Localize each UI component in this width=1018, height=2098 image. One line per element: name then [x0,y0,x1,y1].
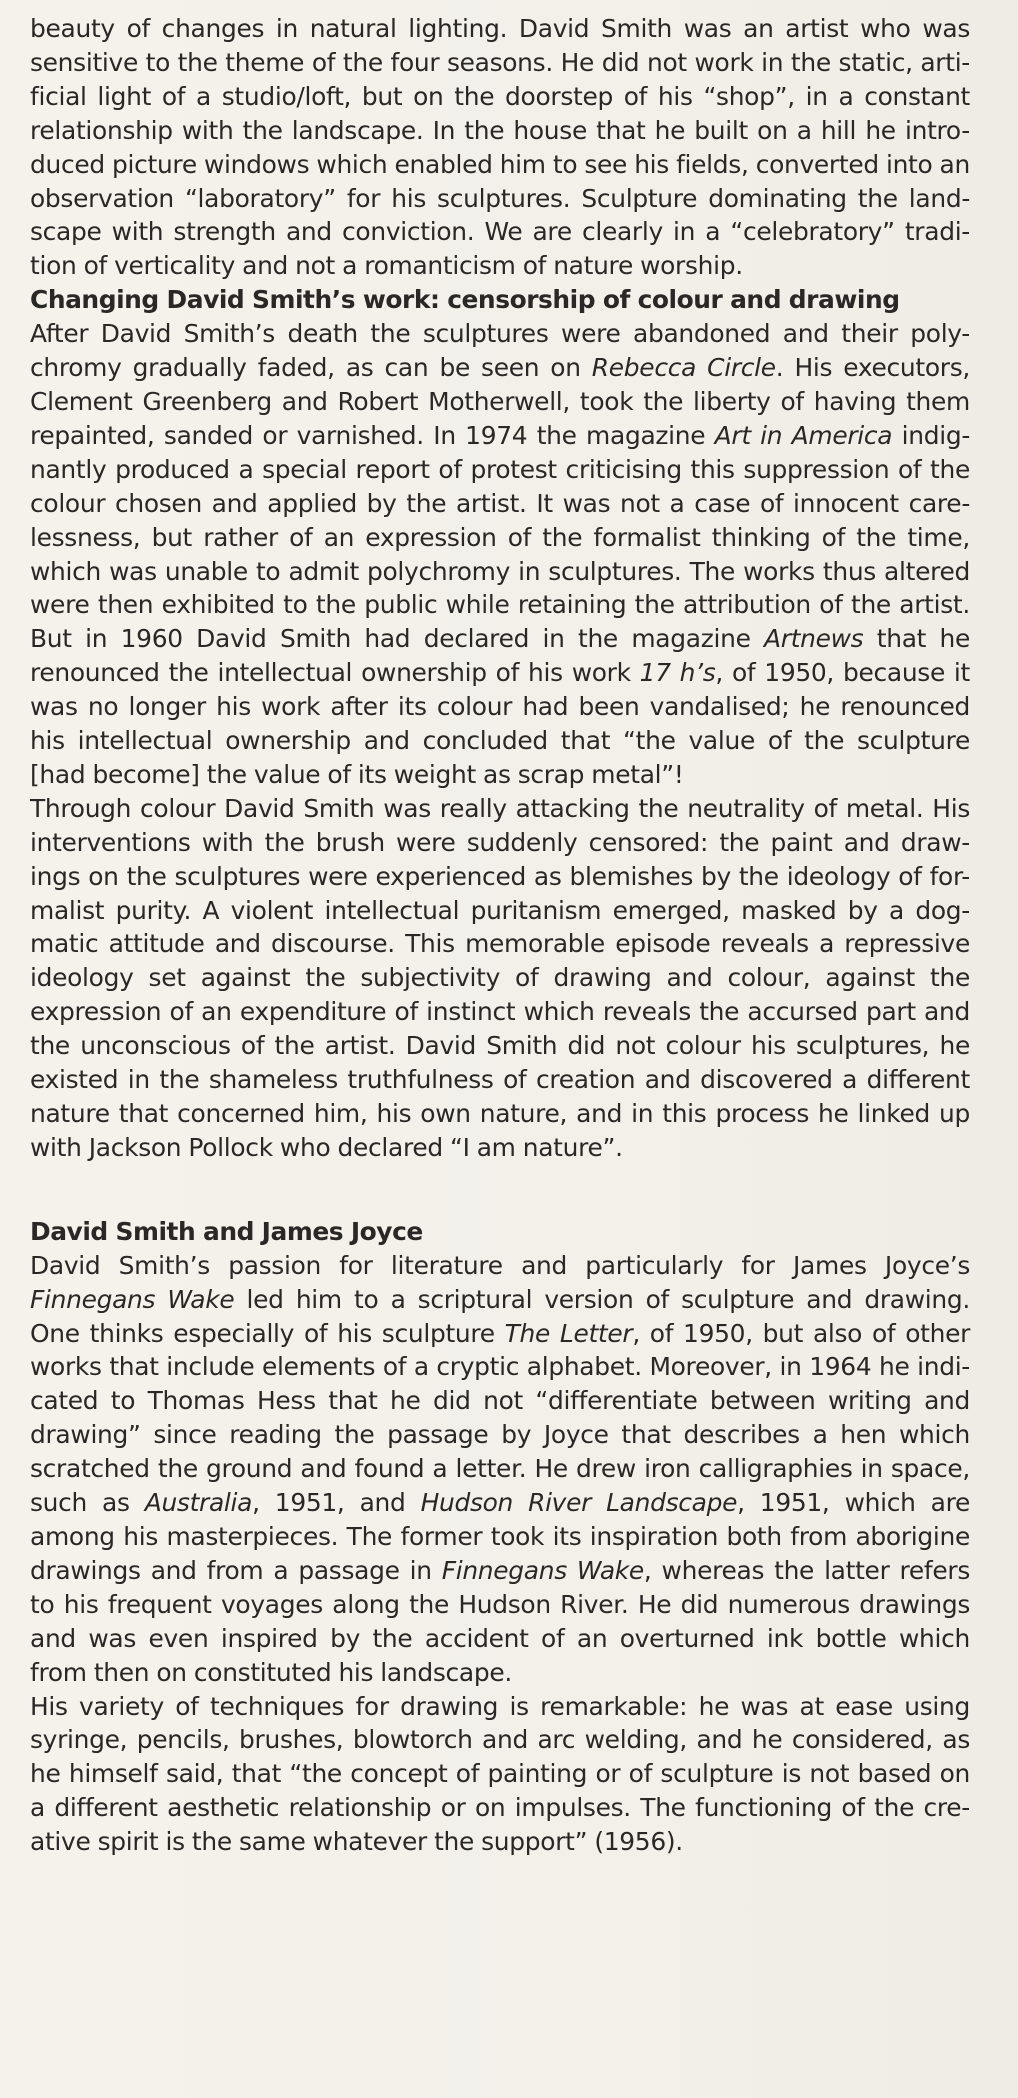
text-line: such as Australia, 1951, and Hudson River Landscape, 1951, which are [30,1488,970,1518]
text-line: among his masterpieces. The former took its inspiration both from aborigine [30,1521,970,1551]
work-title: 17 h’s [639,658,716,688]
text-line: malist purity. A violent intellectual puritanism emerged, masked by a dog- [30,895,970,925]
text-line: ative spirit is the same whatever the support” (1956). [30,1827,683,1857]
text-column [30,12,970,1859]
text-line: existed in the shameless truthfulness of creation and discovered a different [30,1065,970,1095]
text-line: a different aesthetic relationship or on impulses. The functioning of the cre- [30,1793,970,1823]
text-line: was no longer his work after its colour had been vandalised; he renounced [30,692,970,722]
text-line: colour chosen and applied by the artist. It was not a case of innocent care- [30,488,970,518]
work-title: The Letter [504,1318,633,1348]
book-title: Finnegans Wake [441,1555,644,1585]
text-line: scratched the ground and found a letter. He drew iron calligraphies in space, [30,1454,970,1484]
text-line: the unconscious of the artist. David Smith did not colour his sculptures, he [30,1031,970,1061]
text-line: drawings and from a passage in Finnegans Wake, whereas the latter refers [30,1555,970,1585]
text-line: beauty of changes in natural lighting. David Smith was an artist who was [30,14,970,43]
section-heading-joyce: David Smith and James Joyce [30,1216,423,1246]
text-line: repainted, sanded or varnished. In 1974 the magazine Art in America indig- [30,420,971,450]
text-line: ideology set against the subjectivity of drawing and colour, against the [30,963,970,993]
text-line: cated to Thomas Hess that he did not “differentiate between writing and [30,1386,970,1416]
text-line: relationship with the landscape. In the house that he built on a hill he intro- [30,115,970,145]
text-line: lessness, but rather of an expression of the formalist thinking of the time, [30,522,970,552]
section-heading-censorship: Changing David Smith’s work: censorship of colour and drawing [30,285,900,315]
text-line: observation “laboratory” for his sculptures. Sculpture dominating the land- [30,183,970,213]
text-line: chromy gradually faded, as can be seen on Rebecca Circle. His executors, [30,353,970,383]
text-line: Clement Greenberg and Robert Motherwell, took the liberty of having them [30,386,970,416]
intro-paragraph [30,12,970,283]
text-line: tion of verticality and not a romanticism of nature worship. [30,251,743,281]
text-line: matic attitude and discourse. This memorable episode reveals a repressive [30,929,970,959]
text-line: His variety of techniques for drawing is remarkable: he was at ease using [30,1691,970,1721]
text-line: After David Smith’s death the sculptures were abandoned and their poly- [30,319,970,349]
text-line: expression of an expenditure of instinct which reveals the accursed part and [30,997,970,1027]
text-line: with Jackson Pollock who declared “I am nature”. [30,1132,623,1162]
magazine-title: Art in America [714,420,893,450]
work-title: Hudson River Landscape [420,1488,738,1518]
text-line: sensitive to the theme of the four seasons. He did not work in the static, arti- [30,47,970,77]
joyce-paragraph-2 [30,1690,970,1860]
text-line: and was even inspired by the accident of an overturned ink bottle which [30,1623,970,1653]
text-line: David Smith’s passion for literature and particularly for James Joyce’s [30,1250,970,1280]
text-line: which was unable to admit polychromy in sculptures. The works thus altered [30,556,970,586]
text-line: interventions with the brush were suddenly censored: the paint and draw- [30,827,970,857]
magazine-title: Artnews [764,624,864,654]
text-line: scape with strength and conviction. We are clearly in a “celebratory” tradi- [30,217,970,247]
text-line: But in 1960 David Smith had declared in the magazine Artnews that he [30,624,971,654]
censorship-paragraph-1 [30,317,970,792]
text-line: to his frequent voyages along the Hudson River. He did numerous drawings [30,1589,970,1619]
text-line: works that include elements of a cryptic alphabet. Moreover, in 1964 he indi- [30,1352,970,1382]
text-line: One thinks especially of his sculpture The Letter, of 1950, but also of other [30,1318,971,1348]
text-line: Finnegans Wake led him to a scriptural version of sculpture and drawing. [30,1284,970,1314]
text-line: syringe, pencils, brushes, blowtorch and arc welding, and he considered, as [30,1725,970,1755]
text-line: from then on constituted his landscape. [30,1657,512,1687]
work-title: Rebecca Circle [591,353,776,383]
text-line: ficial light of a studio/loft, but on the doorstep of his “shop”, in a constant [30,81,970,111]
text-line: nature that concerned him, his own nature, and in this process he linked up [30,1099,970,1128]
section-spacer [30,1165,970,1215]
text-line: he himself said, that “the concept of painting or of sculpture is not based on [30,1759,970,1789]
text-line: his intellectual ownership and concluded that “the value of the sculpture [30,726,970,756]
text-line: renounced the intellectual ownership of his work 17 h’s, of 1950, because it [30,658,970,688]
work-title: Australia [144,1488,253,1518]
text-line: Through colour David Smith was really attacking the neutrality of metal. His [30,793,970,823]
joyce-paragraph-1 [30,1249,970,1690]
text-line: drawing” since reading the passage by Joyce that describes a hen which [30,1420,970,1450]
text-line: [had become] the value of its weight as scrap metal”! [30,759,684,789]
text-line: nantly produced a special report of protest criticising this suppression of the [30,454,970,484]
text-line: were then exhibited to the public while retaining the attribution of the artist. [30,590,970,620]
book-title: Finnegans Wake [30,1284,235,1314]
text-line: ings on the sculptures were experienced as blemishes by the ideology of for- [30,861,970,891]
censorship-paragraph-2 [30,792,970,1165]
text-line: duced picture windows which enabled him to see his fields, converted into an [30,149,970,179]
